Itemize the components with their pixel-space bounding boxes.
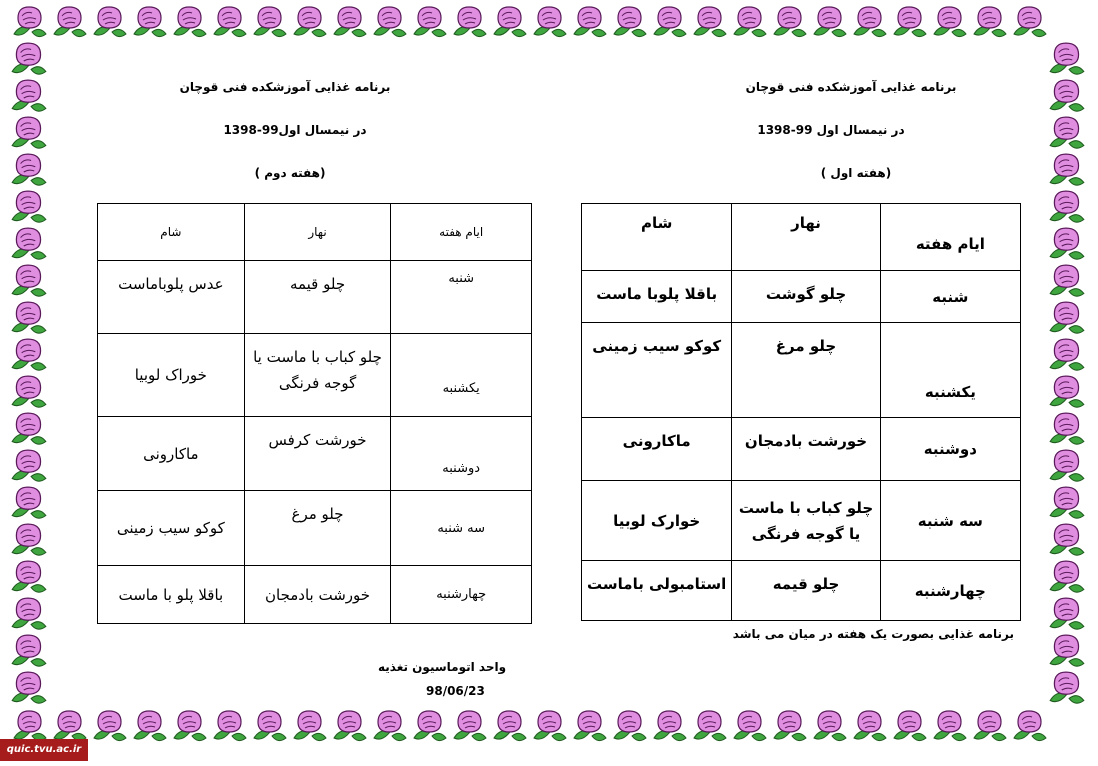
- rose-icon: [1046, 336, 1088, 373]
- lunch-text: چلو قیمه: [289, 275, 346, 293]
- day-cell: چهارشنبه: [391, 566, 532, 624]
- table-row: [582, 271, 1021, 323]
- rose-icon: [890, 4, 930, 40]
- dinner-text: خوراک لوبیا: [134, 366, 207, 384]
- rose-icon: [690, 708, 730, 744]
- table-row: [98, 261, 532, 334]
- rose-icon: [810, 708, 850, 744]
- rose-icon: [810, 4, 850, 40]
- day-cell: یکشنبه: [391, 334, 532, 417]
- dinner-text: باقلا پلو با ماست: [118, 585, 224, 604]
- day-cell: دوشنبه: [880, 418, 1020, 481]
- rose-icon: [8, 151, 50, 188]
- week1-title: برنامه غذایی آموزشکده فنی قوچان: [745, 80, 957, 94]
- footer-date: 98/06/23: [426, 684, 485, 698]
- dinner-cell: [582, 561, 732, 621]
- week2-header-day: ایام هفته: [391, 204, 532, 261]
- week2-header-lunch: نهار: [244, 204, 391, 261]
- rose-icon: [1046, 114, 1088, 151]
- week1-header-lunch: نهار: [732, 204, 880, 271]
- lunch-cell: [732, 323, 880, 418]
- rose-icon: [8, 225, 50, 262]
- week2-header-row: [98, 204, 532, 261]
- rose-icon: [210, 708, 250, 744]
- rose-icon: [250, 4, 290, 40]
- dinner-cell: [98, 261, 245, 334]
- lunch-text: خورشت بادمجان: [744, 432, 868, 450]
- rose-icon: [850, 4, 890, 40]
- rose-icon: [450, 4, 490, 40]
- rose-icon: [530, 708, 570, 744]
- dinner-cell: [582, 481, 732, 561]
- rose-icon: [1046, 299, 1088, 336]
- rose-icon: [1046, 447, 1088, 484]
- rose-icon: [1046, 595, 1088, 632]
- dinner-text: عدس پلوباماست: [118, 275, 224, 293]
- rose-icon: [730, 4, 770, 40]
- lunch-cell: [732, 418, 880, 481]
- lunch-cell: [732, 561, 880, 621]
- table-row: [582, 418, 1021, 481]
- rose-icon: [1010, 708, 1050, 744]
- table-row: [98, 491, 532, 566]
- rose-icon: [8, 595, 50, 632]
- rose-icon: [8, 77, 50, 114]
- rose-icon: [8, 410, 50, 447]
- lunch-text: چلو قیمه: [772, 575, 840, 593]
- rose-icon: [8, 262, 50, 299]
- dinner-cell: [582, 271, 732, 323]
- dinner-text: کوکو سیب زمینی: [592, 337, 722, 355]
- rose-icon: [250, 708, 290, 744]
- rose-icon: [1046, 151, 1088, 188]
- rose-icon: [210, 4, 250, 40]
- rose-icon: [90, 4, 130, 40]
- footer-unit: واحد اتوماسیون تغذیه: [378, 660, 507, 674]
- rose-border-right: [1046, 40, 1088, 706]
- rose-icon: [8, 521, 50, 558]
- rose-icon: [730, 708, 770, 744]
- lunch-cell: [244, 334, 391, 417]
- dinner-text: خوارک لوبیا: [613, 511, 701, 530]
- dinner-cell: [98, 417, 245, 491]
- rose-icon: [370, 4, 410, 40]
- rose-icon: [170, 708, 210, 744]
- lunch-cell: [732, 481, 880, 561]
- rose-icon: [410, 4, 450, 40]
- rose-icon: [8, 299, 50, 336]
- table-row: [98, 334, 532, 417]
- site-logo[interactable]: quic.tvu.ac.ir: [0, 739, 88, 761]
- rose-icon: [650, 4, 690, 40]
- lunch-cell: [244, 261, 391, 334]
- week2-header-dinner: شام: [98, 204, 245, 261]
- day-cell: سه شنبه: [880, 481, 1020, 561]
- dinner-cell: [98, 334, 245, 417]
- week2-title: برنامه غذایی آموزشکده فنی قوچان: [179, 80, 391, 94]
- rose-icon: [8, 373, 50, 410]
- rose-icon: [1046, 77, 1088, 114]
- rose-icon: [8, 669, 50, 706]
- dinner-cell: [98, 491, 245, 566]
- table-row: [582, 481, 1021, 561]
- lunch-text: چلو گوشت: [765, 285, 847, 303]
- rose-icon: [1046, 40, 1088, 77]
- dinner-text: ماکارونی: [622, 432, 691, 450]
- lunch-text: چلو کباب با ماست: [738, 498, 874, 517]
- day-cell: یکشنبه: [880, 323, 1020, 418]
- rose-icon: [330, 4, 370, 40]
- rose-icon: [650, 708, 690, 744]
- rose-icon: [970, 4, 1010, 40]
- rose-border-top: [10, 4, 1050, 40]
- rose-icon: [610, 4, 650, 40]
- rose-icon: [170, 4, 210, 40]
- rose-icon: [530, 4, 570, 40]
- table-row: [582, 561, 1021, 621]
- week1-footnote: برنامه غذایی بصورت یک هفته در میان می باشد: [732, 627, 1014, 641]
- table-row: [582, 323, 1021, 418]
- rose-icon: [8, 336, 50, 373]
- dinner-text: ماکارونی: [143, 444, 199, 463]
- rose-icon: [1046, 484, 1088, 521]
- rose-icon: [1046, 521, 1088, 558]
- dinner-text: کوکو سیب زمینی: [116, 519, 225, 537]
- week2-menu-table: [97, 203, 532, 624]
- rose-icon: [930, 4, 970, 40]
- rose-icon: [8, 40, 50, 77]
- rose-icon: [8, 632, 50, 669]
- rose-icon: [450, 708, 490, 744]
- rose-icon: [930, 708, 970, 744]
- rose-icon: [1010, 4, 1050, 40]
- dinner-text: باقلا پلوبا ماست: [596, 285, 718, 303]
- day-cell: شنبه: [391, 261, 532, 334]
- week1-header-dinner: شام: [582, 204, 732, 271]
- day-cell: سه شنبه: [391, 491, 532, 566]
- rose-icon: [850, 708, 890, 744]
- lunch-cell: [244, 491, 391, 566]
- rose-icon: [1046, 632, 1088, 669]
- rose-icon: [610, 708, 650, 744]
- rose-icon: [770, 4, 810, 40]
- rose-icon: [490, 708, 530, 744]
- rose-border-left: [8, 40, 50, 706]
- day-cell: شنبه: [880, 271, 1020, 323]
- rose-icon: [690, 4, 730, 40]
- rose-icon: [1046, 262, 1088, 299]
- rose-icon: [8, 447, 50, 484]
- lunch-cell: [244, 417, 391, 491]
- rose-icon: [290, 4, 330, 40]
- lunch-cell: [244, 566, 391, 624]
- rose-icon: [410, 708, 450, 744]
- rose-icon: [1046, 373, 1088, 410]
- day-cell: چهارشنبه: [880, 561, 1020, 621]
- rose-icon: [130, 708, 170, 744]
- rose-icon: [130, 4, 170, 40]
- dinner-text: استامبولی باماست: [587, 575, 727, 593]
- rose-icon: [1046, 410, 1088, 447]
- rose-icon: [1046, 225, 1088, 262]
- dinner-cell: [98, 566, 245, 624]
- week1-header-row: [582, 204, 1021, 271]
- rose-icon: [50, 4, 90, 40]
- week2-label: (هفته دوم ): [254, 166, 326, 180]
- lunch-cell: [732, 271, 880, 323]
- rose-icon: [490, 4, 530, 40]
- week1-label: (هفته اول ): [820, 166, 892, 180]
- rose-icon: [90, 708, 130, 744]
- rose-border-bottom: [10, 708, 1050, 744]
- day-cell: دوشنبه: [391, 417, 532, 491]
- rose-icon: [1046, 669, 1088, 706]
- rose-icon: [330, 708, 370, 744]
- lunch-text: خورشت کرفس: [268, 431, 367, 449]
- week1-header-day: ایام هفته: [880, 204, 1020, 271]
- lunch-text: چلو مرغ: [291, 505, 344, 523]
- rose-icon: [8, 484, 50, 521]
- rose-icon: [10, 4, 50, 40]
- rose-icon: [8, 114, 50, 151]
- dinner-cell: [582, 418, 732, 481]
- table-row: [98, 566, 532, 624]
- lunch-text: چلو کباب با ماست یا: [253, 348, 382, 366]
- rose-icon: [290, 708, 330, 744]
- rose-icon: [8, 188, 50, 225]
- rose-icon: [770, 708, 810, 744]
- lunch-text: گوجه فرنگی: [278, 374, 357, 392]
- table-row: [98, 417, 532, 491]
- week2-semester: در نیمسال اول99-1398: [223, 123, 367, 137]
- lunch-text: چلو مرغ: [775, 337, 837, 355]
- rose-icon: [970, 708, 1010, 744]
- lunch-text: یا گوجه فرنگی: [751, 524, 861, 543]
- rose-icon: [890, 708, 930, 744]
- rose-icon: [570, 4, 610, 40]
- rose-icon: [1046, 188, 1088, 225]
- dinner-cell: [582, 323, 732, 418]
- rose-icon: [1046, 558, 1088, 595]
- lunch-text: خورشت بادمجان: [264, 585, 371, 604]
- rose-icon: [370, 708, 410, 744]
- week1-menu-table: [581, 203, 1021, 621]
- rose-icon: [570, 708, 610, 744]
- week1-semester: در نیمسال اول 99-1398: [757, 123, 905, 137]
- rose-icon: [8, 558, 50, 595]
